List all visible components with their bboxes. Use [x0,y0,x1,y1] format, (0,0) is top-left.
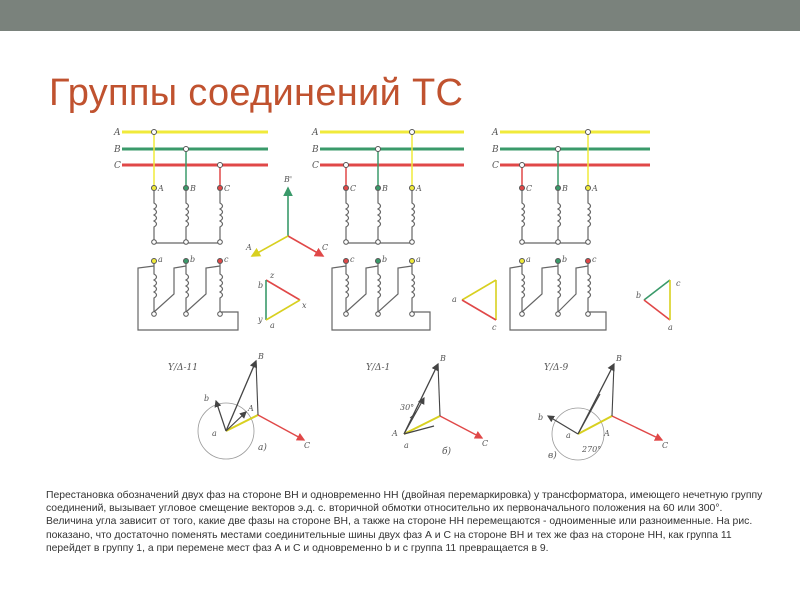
panel-2-delta-triangle [452,280,497,332]
panel-1-delta-b: b [258,281,264,290]
panel-3-lv-terminal-a: a [526,255,531,264]
panel-3-phasor-a: A [604,429,610,438]
panel-1-group-label: Y/Δ-11 [168,363,198,373]
panel-3-hv-terminal-c: C [526,184,533,193]
panel-3-hv-terminal-a: A [592,184,598,193]
slide-title: Группы соединений ТС [49,72,464,114]
panel-1-delta-x: x [302,301,307,310]
panel-2-phasor-a: A [392,429,398,438]
panel-1-letter: а) [258,443,267,453]
panel-2-phasor-b: B [440,354,446,363]
panel-1-bus-label-b: B [114,145,121,155]
panel-1-phasor-diagram [168,352,310,459]
panel-2-lv-windings [332,264,430,330]
panel-3-delta-a: a [668,323,673,332]
panel-1-bus-label-a: A [114,128,121,138]
panel-2-phasor-a-small: a [404,441,409,450]
panel-3-hv-windings [522,191,591,243]
panel-2 [311,128,497,457]
panel-3-delta-triangle [636,279,681,332]
panel-2-letter: б) [442,447,452,457]
transformer-connection-diagram [108,118,688,478]
panel-1-bus-label-c: C [114,161,121,171]
panel-3-hv-terminal-b: B [562,184,568,193]
panel-3-bus-label-a: A [492,128,499,138]
panel-1-delta-y: y [258,315,263,324]
panel-1-phasor-b: B [258,352,264,361]
panel-1-lv-terminal-b: b [190,255,196,264]
panel-2-bus-label-c: C [312,161,319,171]
panel-3-lv-terminal-c: c [592,255,597,264]
diagram-svg [108,118,688,478]
panel-1-phasor-c: C [304,441,311,450]
panel-1-hv-terminal-a: A [158,184,164,193]
panel-3-phasor-a-small: a [566,431,571,440]
panel-2-group-label: Y/Δ-1 [366,363,391,373]
panel-1-hv-terminal-b: B [190,184,196,193]
panel-2-phasor-c: C [482,439,489,448]
panel-1-vector-a-label: A [246,243,252,252]
panel-2-delta-a: a [452,295,457,304]
panel-3-phasor-diagram [538,354,668,461]
panel-1-delta-z: z [270,271,275,280]
panel-2-lv-terminal-c: c [350,255,355,264]
panel-3-delta-b: b [636,291,642,300]
panel-2-lv-terminal-a: a [416,255,421,264]
panel-1-delta-a: a [270,321,275,330]
panel-3 [491,128,681,461]
panel-1-phasor-b-small: b [204,394,210,403]
panel-2-bus-label-b: B [312,145,319,155]
panel-2-phasor-diagram [366,354,488,457]
panel-1-lv-windings [138,264,238,330]
panel-3-bus-label-b: B [492,145,499,155]
panel-3-bus-label-c: C [492,161,499,171]
panel-2-lv-terminal-b: b [382,255,388,264]
panel-1-delta-triangle [257,271,307,330]
panel-2-hv-windings [346,191,415,243]
top-bar [0,0,800,31]
panel-3-angle-label: 270° [582,445,602,454]
panel-1-vector-c-label: C [322,243,329,252]
panel-1-phasor-a-small: a [212,429,217,438]
panel-2-bus-label-a: A [312,128,319,138]
panel-2-hv-terminal-b: B [382,184,388,193]
panel-1-hv-star-vectors [245,175,328,256]
caption-text: Перестановка обозначений двух фаз на стороне ВН и одновременно НН (двойная перемаркировка) у трансформатора, имеющего нечетную группу соединений, вызывает угловое смещение векторов э.д. с. вторичной обмотки относительно их первоначального положения на 60 или 300°. Величина угла зависит от того, какие две фазы на стороне ВН, а также на стороне НН перемещаются - одноименные или разноименные. На рис. показано, что достаточно поменять местами соединительные шины двух фаз А и С на стороне ВН и тех же фаз на стороне НН, как группа 11 перейдет в группу 1, а при перемене мест фаз А и С и одновременно b и с группа 11 превращается в 9. [46,490,763,554]
panel-1-hv-windings [154,191,223,243]
panel-3-group-label: Y/Δ-9 [544,363,569,373]
panel-1-phasor-a: A [248,404,254,413]
panel-2-hv-terminal-a: A [416,184,422,193]
panel-2-angle-label: 30° [400,403,415,412]
panel-2-delta-c: c [492,323,497,332]
panel-1-hv-terminal-c: C [224,184,231,193]
panel-3-delta-c: c [676,279,681,288]
panel-1-lv-terminal-a: a [158,255,163,264]
panel-3-letter: в) [548,451,557,461]
panel-3-phasor-b: B [616,354,622,363]
panel-2-hv-terminal-c: C [350,184,357,193]
panel-3-lv-terminal-b: b [562,255,568,264]
panel-1-vector-b-label: B' [284,175,293,184]
panel-3-phasor-c: C [662,441,669,450]
panel-1 [113,128,328,459]
panel-3-lv-windings [510,264,606,330]
panel-1-lv-terminal-c: c [224,255,229,264]
panel-3-phasor-b-small: b [538,413,544,422]
